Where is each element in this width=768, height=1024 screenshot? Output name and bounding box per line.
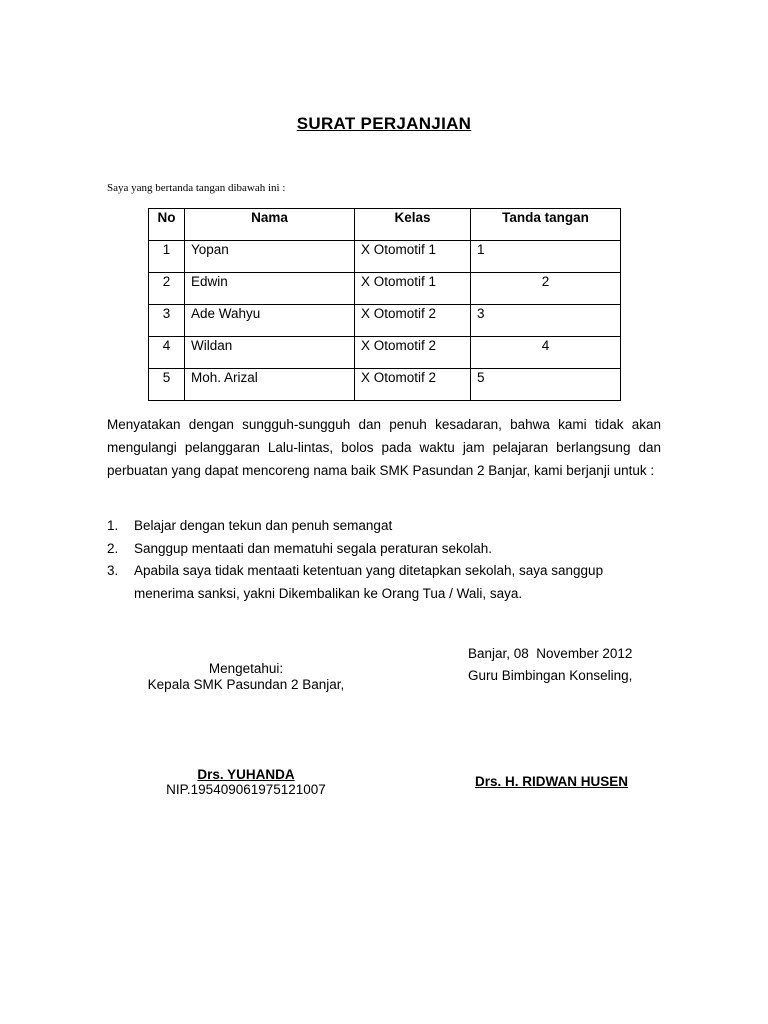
intro-text: Saya yang bertanda tangan dibawah ini :	[107, 182, 286, 194]
table-row	[149, 273, 621, 305]
header-kelas: Kelas	[355, 209, 471, 241]
statement-paragraph: Menyatakan dengan sungguh-sungguh dan penuh kesadaran, bahwa kami tidak akan mengulangi pelanggaran Lalu-lintas, bolos pada waktu jam pelajaran berlangsung dan perbuatan yang dapat mencoreng nama baik SMK Pasundan 2 Banjar, kami berjanji untuk :	[107, 417, 661, 478]
cell-nama: Wildan	[185, 337, 355, 369]
cell-kelas: X Otomotif 1	[355, 273, 471, 305]
cell-kelas: X Otomotif 2	[355, 305, 471, 337]
cell-kelas: X Otomotif 1	[355, 241, 471, 273]
cell-tanda-tangan: 1	[471, 241, 621, 273]
cell-nama: Ade Wahyu	[185, 305, 355, 337]
cell-kelas: X Otomotif 2	[355, 369, 471, 401]
header-tanda-tangan: Tanda tangan	[471, 209, 621, 241]
cell-nama: Yopan	[185, 241, 355, 273]
cell-tanda-tangan: 5	[471, 369, 621, 401]
table-header-row	[149, 209, 621, 241]
table-row	[149, 305, 621, 337]
header-no: No	[149, 209, 185, 241]
list-item	[107, 538, 661, 561]
list-number: 1.	[107, 518, 119, 533]
table-row	[149, 369, 621, 401]
list-text: Sanggup mentaati dan mematuhi segala peraturan sekolah.	[134, 540, 492, 556]
acknowledged-label: Mengetahui:	[208, 661, 284, 676]
cell-no: 1	[149, 241, 185, 273]
cell-kelas: X Otomotif 2	[355, 337, 471, 369]
list-text: Apabila saya tidak mentaati ketentuan yang ditetapkan sekolah, saya sanggup menerima sanksi, yakni Dikembalikan ke Orang Tua / Wali, saya.	[134, 563, 604, 601]
list-number: 3.	[107, 563, 119, 578]
cell-no: 3	[149, 305, 185, 337]
list-item	[107, 560, 661, 605]
document-title: SURAT PERJANJIAN	[296, 114, 472, 133]
signatory-table	[148, 208, 621, 401]
cell-no: 2	[149, 273, 185, 305]
left-signer-header	[130, 661, 362, 693]
left-signer-nip: NIP.195409061975121007	[166, 782, 326, 797]
header-nama: Nama	[185, 209, 355, 241]
cell-nama: Edwin	[185, 273, 355, 305]
right-signer-name: Drs. H. RIDWAN HUSEN	[475, 774, 629, 789]
table-row	[149, 241, 621, 273]
cell-tanda-tangan: 2	[471, 273, 621, 305]
right-signer-role: Guru Bimbingan Konseling,	[468, 668, 633, 683]
promise-list	[107, 515, 661, 605]
place-date: Banjar, 08 November 2012	[468, 646, 633, 661]
cell-no: 5	[149, 369, 185, 401]
left-signer-block	[130, 767, 362, 797]
list-number: 2.	[107, 540, 119, 556]
cell-no: 4	[149, 337, 185, 369]
cell-tanda-tangan: 4	[471, 337, 621, 369]
table-row	[149, 337, 621, 369]
left-signer-name: Drs. YUHANDA	[197, 767, 295, 782]
list-text: Belajar dengan tekun dan penuh semangat	[134, 518, 393, 533]
cell-nama: Moh. Arizal	[185, 369, 355, 401]
list-item	[107, 515, 661, 538]
cell-tanda-tangan: 3	[471, 305, 621, 337]
left-signer-role: Kepala SMK Pasundan 2 Banjar,	[147, 677, 345, 692]
